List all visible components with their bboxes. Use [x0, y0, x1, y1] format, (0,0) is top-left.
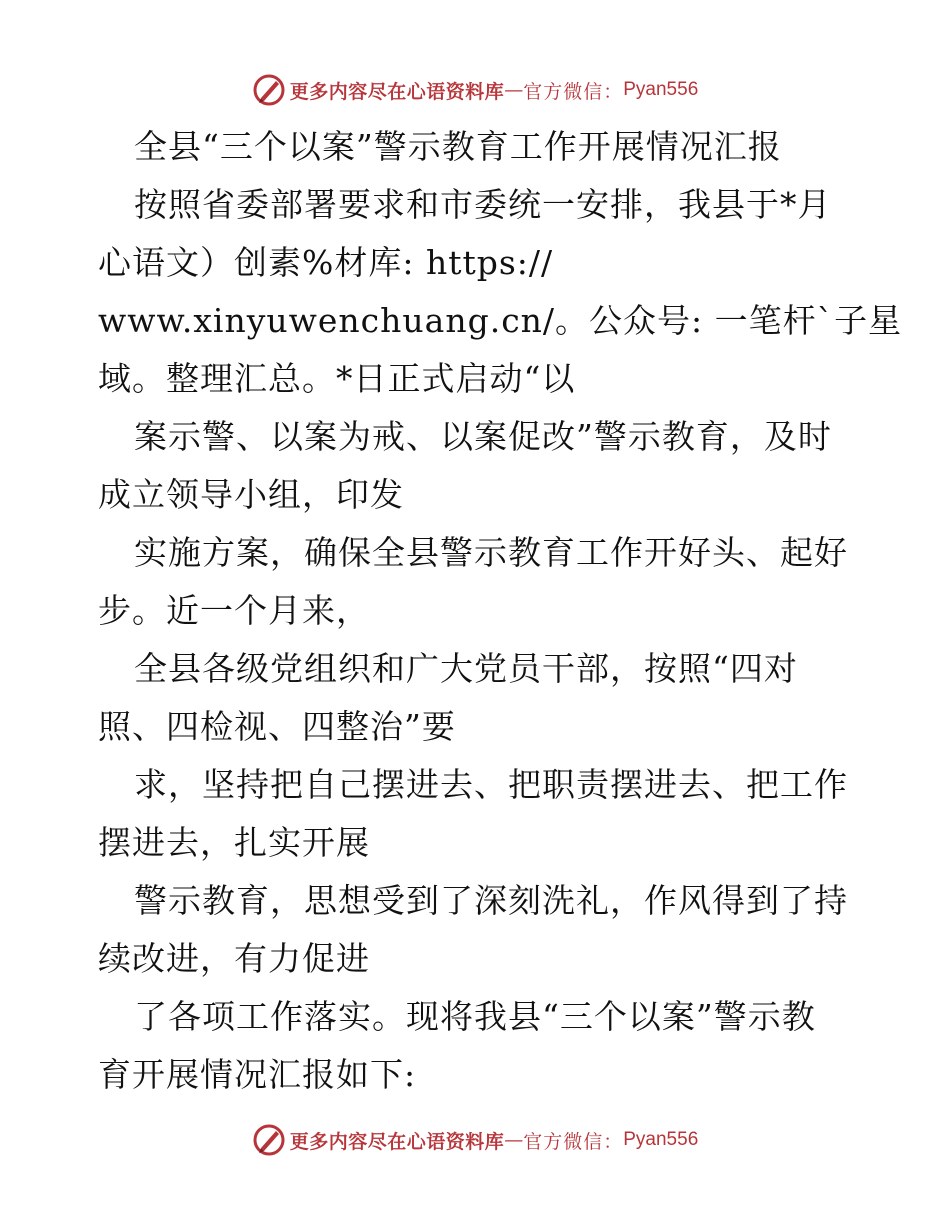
- header-banner: [0, 70, 950, 110]
- banner-wechat-label: 官方微信：: [523, 1130, 624, 1153]
- banner-wechat-id: Pyan556: [623, 79, 699, 100]
- text-line: 续改进，有力促进: [98, 939, 370, 978]
- banner-brand: 更多内容尽在心语资料库: [289, 80, 505, 103]
- banner-wechat-label: 官方微信：: [523, 80, 624, 103]
- text-line: 了各项工作落实。现将我县“三个以案”警示教: [134, 997, 816, 1036]
- text-line: 全县各级党组织和广大党员干部，按照“四对: [134, 649, 798, 688]
- text-line: 摆进去，扎实开展: [98, 823, 370, 862]
- text-line: 求，坚持把自己摆进去、把职责摆进去、把工作: [134, 765, 848, 804]
- text-line: 域。整理汇总。*日正式启动“以: [98, 359, 576, 398]
- banner-dash: —: [504, 79, 524, 101]
- banner-brand: 更多内容尽在心语资料库: [289, 1130, 505, 1153]
- text-line: 成立领导小组，印发: [98, 475, 404, 514]
- text-line: 步。近一个月来，: [98, 591, 370, 630]
- text-line: 育开展情况汇报如下:: [98, 1055, 417, 1094]
- pen-logo-icon: [252, 1123, 286, 1157]
- document-body: [98, 118, 903, 1104]
- text-line: 实施方案，确保全县警示教育工作开好头、起好: [134, 533, 848, 572]
- text-line: 案示警、以案为戒、以案促改”警示教育，及时: [134, 417, 832, 456]
- text-line: 照、四检视、四整治”要: [98, 707, 456, 746]
- text-line: www.xinyuwenchuang.cn/。公众号: 一笔杆`子星: [98, 301, 903, 340]
- text-line: 按照省委部署要求和市委统一安排，我县于*月: [134, 185, 832, 224]
- text-line: 全县“三个以案”警示教育工作开展情况汇报: [134, 127, 782, 166]
- text-line: 心语文）创素%材库: https://: [98, 243, 554, 282]
- banner-dash: —: [504, 1129, 524, 1151]
- pen-logo-icon: [252, 73, 286, 107]
- text-line: 警示教育，思想受到了深刻洗礼，作风得到了持: [134, 881, 848, 920]
- footer-banner: [0, 1120, 950, 1160]
- banner-wechat-id: Pyan556: [623, 1129, 699, 1150]
